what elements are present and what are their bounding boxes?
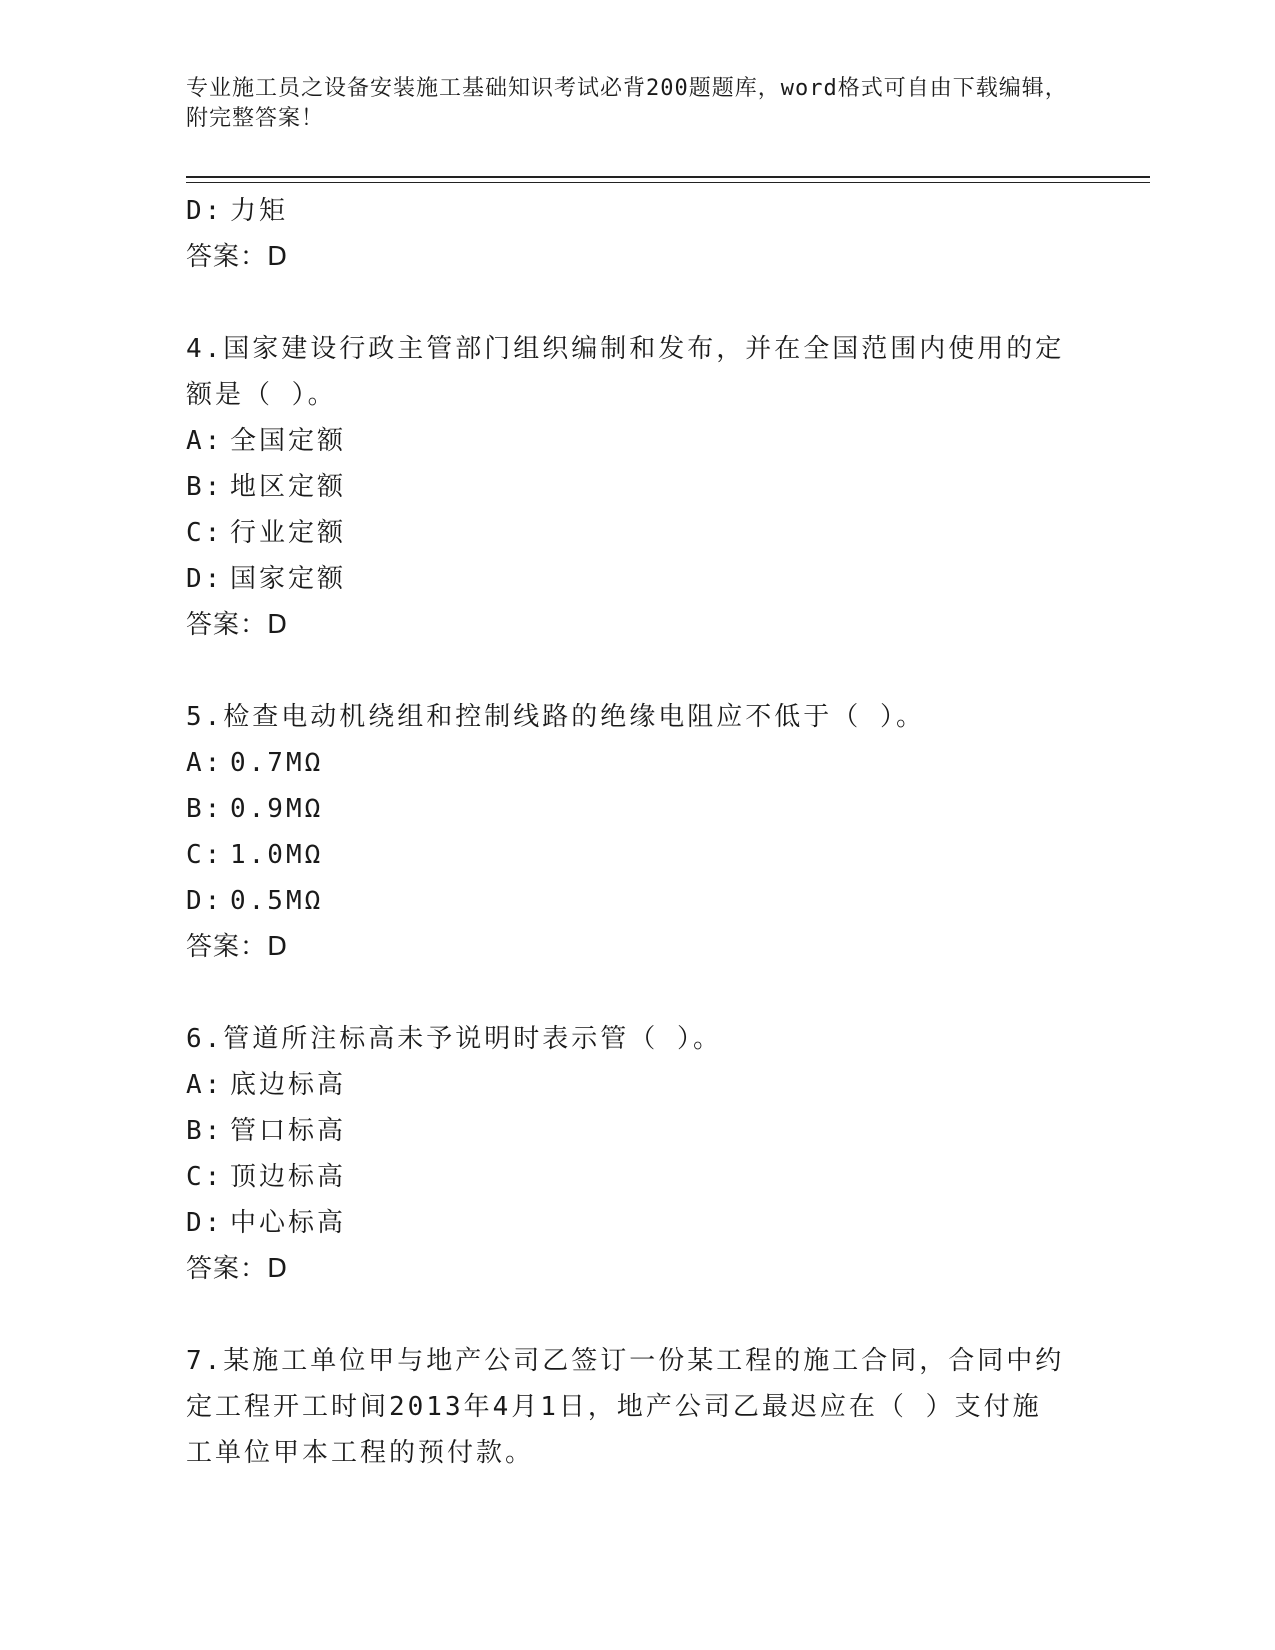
question-6-option-a [186, 1062, 1066, 1108]
option-key: D: [186, 564, 224, 594]
question-6-answer: 答案：D [186, 1254, 289, 1284]
option-text: 底边标高 [230, 1070, 347, 1100]
question-6-stem: 6.管道所注标高未予说明时表示管（ ）。 [186, 1024, 722, 1054]
document-body [186, 188, 1066, 1476]
option-key: C: [186, 840, 224, 870]
option-key: D: [186, 886, 224, 916]
option-text: 0.7MΩ [230, 748, 324, 778]
option-text: 全国定额 [230, 426, 347, 456]
option-text: 地区定额 [230, 472, 347, 502]
option-key: C: [186, 1162, 224, 1192]
option-key: A: [186, 748, 224, 778]
header-divider-thick [186, 176, 1150, 178]
document-header: 专业施工员之设备安装施工基础知识考试必背200题题库，word格式可自由下载编辑，附完整答案！ [186, 76, 1068, 131]
question-5-stem: 5.检查电动机绕组和控制线路的绝缘电阻应不低于（ ）。 [186, 702, 925, 732]
option-text: 顶边标高 [230, 1162, 347, 1192]
header-divider-thin [186, 182, 1150, 183]
option-key: B: [186, 1116, 224, 1146]
option-key: A: [186, 426, 224, 456]
option-text: 力矩 [230, 196, 289, 226]
question-4-option-c [186, 510, 1066, 556]
option-key: B: [186, 794, 224, 824]
option-text: 国家定额 [230, 564, 347, 594]
question-5-option-a [186, 740, 1066, 786]
question-5-option-c [186, 832, 1066, 878]
question-4-option-d [186, 556, 1066, 602]
question-4-option-b [186, 464, 1066, 510]
question-5-option-d [186, 878, 1066, 924]
option-text: 1.0MΩ [230, 840, 324, 870]
question-4-stem: 4.国家建设行政主管部门组织编制和发布，并在全国范围内使用的定额是（ ）。 [186, 334, 1065, 410]
question-6-option-c [186, 1154, 1066, 1200]
option-text: 0.9MΩ [230, 794, 324, 824]
option-key: A: [186, 1070, 224, 1100]
option-text: 中心标高 [230, 1208, 347, 1238]
option-text: 行业定额 [230, 518, 347, 548]
option-key: D: [186, 196, 224, 226]
question-7-stem: 7.某施工单位甲与地产公司乙签订一份某工程的施工合同，合同中约定工程开工时间2013年4月1日，地产公司乙最迟应在（ ）支付施工单位甲本工程的预付款。 [186, 1346, 1065, 1468]
option-key: C: [186, 518, 224, 548]
question-5-answer: 答案：D [186, 932, 289, 962]
option-text: 管口标高 [230, 1116, 347, 1146]
question-5-option-b [186, 786, 1066, 832]
option-key: B: [186, 472, 224, 502]
option-key: D: [186, 1208, 224, 1238]
question-6-option-d [186, 1200, 1066, 1246]
option-text: 0.5MΩ [230, 886, 324, 916]
question-6-option-b [186, 1108, 1066, 1154]
prev-question-option-d [186, 188, 1066, 234]
prev-question-answer: 答案：D [186, 242, 289, 272]
question-4-option-a [186, 418, 1066, 464]
question-4-answer: 答案：D [186, 610, 289, 640]
